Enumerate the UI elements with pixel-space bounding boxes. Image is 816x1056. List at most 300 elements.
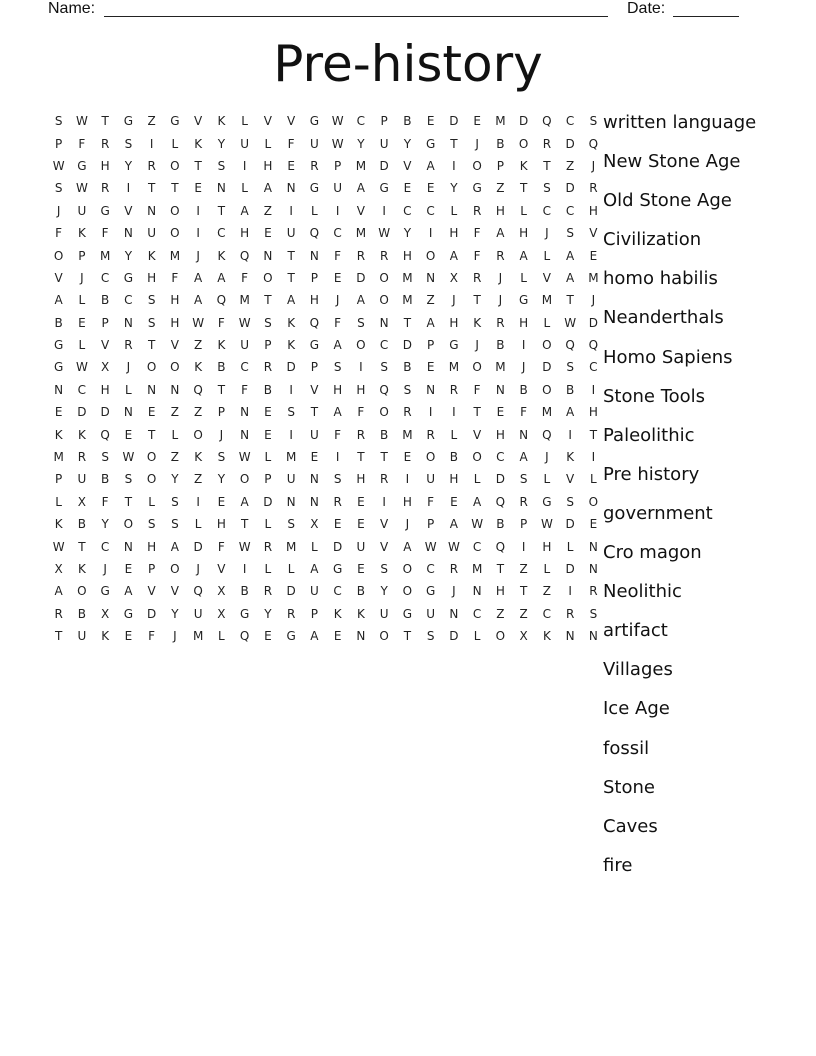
grid-letter: Q <box>100 427 110 442</box>
grid-letter: L <box>566 539 574 554</box>
grid-letter: B <box>496 136 505 151</box>
grid-letter: H <box>588 405 598 420</box>
grid-letter: G <box>472 181 482 196</box>
grid-letter: R <box>426 427 435 442</box>
grid-letter: J <box>545 450 549 465</box>
grid-letter: H <box>588 203 598 218</box>
grid-letter: Y <box>380 584 388 599</box>
grid-letter: D <box>565 181 575 196</box>
grid-letter: A <box>449 517 458 532</box>
grid-letter: N <box>54 382 64 397</box>
grid-letter: N <box>309 248 319 263</box>
grid-letter: B <box>496 517 505 532</box>
grid-letter: T <box>217 382 226 397</box>
word-list-item: written language <box>603 112 757 133</box>
grid-letter: Z <box>519 606 528 621</box>
grid-letter: L <box>171 136 179 151</box>
grid-letter: O <box>379 293 389 308</box>
grid-letter: I <box>242 158 247 173</box>
grid-row <box>47 603 605 625</box>
grid-letter: V <box>473 427 482 442</box>
grid-letter: E <box>124 427 133 442</box>
grid-letter: O <box>263 270 273 285</box>
grid-letter: G <box>379 181 389 196</box>
grid-letter: J <box>126 360 131 375</box>
grid-letter: P <box>520 517 528 532</box>
grid-letter: M <box>541 405 553 420</box>
grid-letter: G <box>425 584 436 599</box>
grid-letter: E <box>264 405 272 420</box>
grid-letter: N <box>379 315 389 330</box>
grid-letter: I <box>405 472 410 487</box>
grid-letter: K <box>287 338 296 353</box>
grid-letter: D <box>147 606 157 621</box>
grid-letter: S <box>287 405 295 420</box>
grid-letter: H <box>542 539 552 554</box>
grid-letter: D <box>565 517 575 532</box>
grid-letter: H <box>449 226 459 241</box>
grid-letter: Y <box>124 248 133 263</box>
grid-letter: Q <box>309 315 320 330</box>
grid-letter: Q <box>588 136 599 151</box>
grid-letter: A <box>473 494 482 509</box>
word-list-item: Neolithic <box>603 581 682 603</box>
grid-letter: T <box>124 494 133 509</box>
grid-letter: C <box>496 450 505 465</box>
grid-letter: A <box>194 293 203 308</box>
grid-letter: X <box>77 494 86 509</box>
grid-letter: F <box>217 315 225 330</box>
grid-letter: S <box>589 114 598 129</box>
grid-letter: P <box>380 114 388 129</box>
grid-letter: D <box>495 472 505 487</box>
grid-letter: X <box>519 629 528 644</box>
grid-letter: B <box>101 472 110 487</box>
grid-row <box>47 423 605 445</box>
grid-letter: F <box>101 494 109 509</box>
grid-letter: R <box>403 405 412 420</box>
grid-letter: Y <box>264 606 272 621</box>
grid-row <box>47 379 605 401</box>
grid-letter: J <box>545 226 549 241</box>
grid-letter: E <box>450 494 458 509</box>
grid-letter: S <box>171 517 179 532</box>
grid-letter: A <box>240 494 249 509</box>
grid-letter: P <box>334 158 342 173</box>
grid-letter: V <box>217 562 226 576</box>
grid-letter: G <box>425 136 436 151</box>
grid-letter: A <box>194 270 203 285</box>
grid-letter: I <box>335 450 340 465</box>
grid-letter: A <box>310 629 319 644</box>
grid-letter: O <box>379 629 389 644</box>
grid-letter: I <box>591 382 596 397</box>
grid-letter: D <box>449 114 459 129</box>
grid-letter: M <box>588 270 599 285</box>
grid-letter: F <box>241 270 249 285</box>
grid-letter: E <box>426 181 435 196</box>
grid-letter: R <box>565 606 575 621</box>
grid-letter: R <box>449 562 459 576</box>
grid-letter: J <box>335 293 340 308</box>
grid-letter: F <box>101 226 109 241</box>
grid-letter: J <box>80 270 84 285</box>
grid-letter: W <box>75 114 88 129</box>
grid-letter: G <box>239 606 250 621</box>
grid-letter: Z <box>194 405 203 420</box>
grid-letter: N <box>472 584 482 599</box>
grid-letter: T <box>357 450 365 465</box>
grid-letter: L <box>55 494 62 509</box>
grid-letter: I <box>335 203 340 218</box>
grid-letter: H <box>216 517 226 532</box>
grid-letter: D <box>193 539 203 554</box>
grid-letter: N <box>147 203 157 218</box>
grid-letter: A <box>566 248 575 263</box>
grid-letter: G <box>100 584 110 599</box>
grid-letter: O <box>518 136 529 151</box>
grid-letter: L <box>311 539 318 554</box>
grid-letter: M <box>471 562 483 576</box>
grid-letter: P <box>427 517 435 532</box>
grid-letter: M <box>355 226 367 241</box>
grid-letter: U <box>426 472 436 487</box>
grid-letter: H <box>147 539 157 554</box>
grid-letter: S <box>217 450 226 465</box>
grid-letter: N <box>565 629 575 644</box>
grid-letter: I <box>126 181 131 196</box>
grid-letter: M <box>402 270 413 285</box>
grid-letter: J <box>405 517 410 532</box>
grid-letter: A <box>310 562 319 576</box>
grid-letter: L <box>473 472 481 487</box>
grid-letter: T <box>403 315 412 330</box>
grid-letter: B <box>356 584 365 599</box>
grid-letter: K <box>194 450 203 465</box>
grid-letter: O <box>379 270 389 285</box>
grid-letter: G <box>449 338 459 353</box>
grid-letter: S <box>124 136 133 151</box>
grid-letter: U <box>240 136 250 151</box>
grid-letter: S <box>264 315 272 330</box>
grid-letter: H <box>402 248 412 263</box>
grid-letter: K <box>147 248 156 263</box>
grid-letter: Q <box>239 629 250 644</box>
grid-letter: N <box>309 472 319 487</box>
grid-letter: G <box>53 338 64 353</box>
grid-letter: L <box>450 427 458 442</box>
grid-letter: S <box>54 114 63 129</box>
grid-letter: T <box>194 158 202 173</box>
grid-letter: R <box>589 584 598 599</box>
grid-row <box>47 356 605 378</box>
grid-letter: E <box>124 562 133 576</box>
grid-letter: H <box>100 382 110 397</box>
grid-letter: H <box>402 494 412 509</box>
grid-letter: U <box>77 203 87 218</box>
grid-letter: R <box>310 158 319 173</box>
grid-letter: W <box>424 539 437 554</box>
grid-letter: S <box>217 158 226 173</box>
grid-letter: T <box>78 539 86 554</box>
grid-letter: H <box>263 158 273 173</box>
grid-letter: P <box>310 270 318 285</box>
grid-letter: A <box>287 293 296 308</box>
grid-letter: G <box>286 629 296 644</box>
grid-letter: V <box>403 158 412 173</box>
grid-letter: D <box>286 584 296 599</box>
grid-letter: E <box>217 494 226 509</box>
grid-letter: G <box>53 360 64 375</box>
grid-letter: P <box>55 136 63 151</box>
grid-letter: X <box>217 584 226 599</box>
grid-letter: J <box>56 203 61 218</box>
grid-letter: H <box>356 472 366 487</box>
grid-letter: E <box>333 629 342 644</box>
grid-letter: S <box>54 181 63 196</box>
grid-letter: G <box>77 158 87 173</box>
grid-letter: D <box>286 360 296 375</box>
grid-letter: T <box>287 248 295 263</box>
grid-letter: L <box>311 203 318 218</box>
grid-letter: A <box>240 203 249 218</box>
grid-letter: T <box>566 293 574 308</box>
grid-letter: H <box>519 226 529 241</box>
grid-letter: S <box>403 382 412 397</box>
grid-letter: I <box>568 427 572 442</box>
grid-letter: Y <box>403 136 412 151</box>
grid-letter: N <box>426 270 436 285</box>
grid-letter: R <box>147 158 156 173</box>
grid-letter: O <box>402 584 413 599</box>
grid-letter: K <box>217 114 226 129</box>
grid-letter: Y <box>171 606 179 621</box>
grid-letter: H <box>240 226 250 241</box>
grid-letter: G <box>542 494 552 509</box>
grid-letter: K <box>54 427 63 442</box>
grid-letter: J <box>591 158 596 173</box>
grid-letter: K <box>217 248 226 263</box>
grid-letter: L <box>264 136 272 151</box>
grid-letter: C <box>403 203 412 218</box>
grid-letter: G <box>123 114 134 129</box>
grid-letter: V <box>54 270 63 285</box>
grid-letter: I <box>196 226 200 241</box>
grid-letter: Z <box>519 562 528 576</box>
grid-letter: D <box>588 315 598 330</box>
grid-letter: E <box>333 517 342 532</box>
grid-letter: S <box>566 494 574 509</box>
grid-letter: P <box>264 338 272 353</box>
grid-letter: L <box>78 338 86 353</box>
grid-letter: E <box>357 494 365 509</box>
grid-letter: O <box>472 360 482 375</box>
grid-letter: V <box>101 338 110 353</box>
grid-letter: R <box>379 248 389 263</box>
grid-letter: I <box>382 203 386 218</box>
grid-letter: D <box>565 136 575 151</box>
grid-letter: A <box>263 181 272 196</box>
grid-letter: N <box>495 382 505 397</box>
grid-letter: K <box>194 136 203 151</box>
grid-letter: C <box>124 293 133 308</box>
grid-letter: J <box>475 136 479 151</box>
name-label: Name: <box>48 0 96 17</box>
grid-letter: E <box>287 158 295 173</box>
grid-letter: T <box>264 293 272 308</box>
grid-letter: M <box>239 293 250 308</box>
word-list-item: Old Stone Age <box>603 190 732 212</box>
grid-letter: Z <box>566 158 575 173</box>
grid-letter: T <box>450 136 458 151</box>
grid-letter: E <box>264 427 272 442</box>
grid-letter: C <box>426 203 435 218</box>
grid-letter: R <box>77 450 87 465</box>
word-list-item: Stone <box>603 776 655 798</box>
grid-letter: B <box>54 315 63 330</box>
word-list-item: Cro magon <box>603 542 702 564</box>
grid-letter: D <box>379 158 389 173</box>
grid-letter: R <box>356 248 366 263</box>
grid-letter: K <box>77 427 86 442</box>
grid-letter: B <box>403 360 412 375</box>
grid-letter: Z <box>194 338 203 353</box>
grid-letter: O <box>170 203 180 218</box>
grid-letter: W <box>52 539 65 554</box>
grid-letter: E <box>78 315 86 330</box>
grid-letter: M <box>495 360 506 375</box>
grid-letter: R <box>263 584 273 599</box>
grid-letter: T <box>519 584 528 599</box>
grid-letter: N <box>123 226 133 241</box>
grid-letter: I <box>428 405 433 420</box>
grid-letter: N <box>286 181 296 196</box>
grid-letter: T <box>171 181 179 196</box>
grid-letter: G <box>402 606 413 621</box>
grid-letter: M <box>169 248 181 263</box>
grid-letter: A <box>426 315 435 330</box>
grid-letter: S <box>380 360 388 375</box>
grid-letter: C <box>379 338 389 353</box>
grid-letter: V <box>380 539 389 554</box>
grid-letter: Z <box>542 584 551 599</box>
grid-letter: A <box>124 584 133 599</box>
grid-letter: A <box>333 338 342 353</box>
grid-letter: H <box>170 315 180 330</box>
grid-letter: T <box>403 629 412 644</box>
grid-letter: S <box>357 315 365 330</box>
grid-letter: N <box>309 494 319 509</box>
grid-letter: P <box>148 562 156 576</box>
grid-row <box>47 289 605 311</box>
grid-letter: L <box>241 181 248 196</box>
grid-letter: G <box>309 181 320 196</box>
grid-letter: Q <box>588 338 599 353</box>
grid-letter: Q <box>542 114 552 129</box>
grid-letter: W <box>331 114 344 129</box>
grid-letter: O <box>472 158 482 173</box>
grid-letter: A <box>403 539 412 554</box>
grid-letter: L <box>264 450 272 465</box>
grid-letter: E <box>194 181 202 196</box>
grid-letter: S <box>124 472 133 487</box>
grid-letter: W <box>564 315 577 330</box>
grid-row <box>47 558 605 580</box>
grid-letter: R <box>379 472 389 487</box>
grid-letter: B <box>403 114 412 129</box>
grid-letter: X <box>101 360 110 375</box>
grid-letter: C <box>589 360 598 375</box>
grid-letter: S <box>333 472 342 487</box>
grid-letter: H <box>449 472 459 487</box>
grid-letter: O <box>495 629 506 644</box>
grid-letter: E <box>403 181 412 196</box>
grid-letter: A <box>333 405 342 420</box>
word-list-item: Civilization <box>603 229 702 251</box>
grid-letter: J <box>452 584 456 599</box>
grid-letter: B <box>101 293 110 308</box>
grid-letter: G <box>309 114 320 129</box>
grid-letter: C <box>217 226 226 241</box>
grid-letter: D <box>402 338 412 353</box>
grid-letter: I <box>196 494 200 509</box>
grid-letter: K <box>217 338 226 353</box>
grid-row <box>47 491 605 513</box>
grid-letter: U <box>426 606 436 621</box>
grid-letter: J <box>196 248 200 263</box>
grid-letter: I <box>521 539 526 554</box>
grid-letter: N <box>426 382 436 397</box>
grid-letter: W <box>238 315 251 330</box>
grid-row <box>47 334 605 356</box>
grid-letter: K <box>54 517 63 532</box>
grid-letter: O <box>146 450 157 465</box>
grid-letter: W <box>378 226 391 241</box>
grid-letter: S <box>101 450 109 465</box>
grid-letter: F <box>55 226 63 241</box>
grid-letter: D <box>77 405 87 420</box>
grid-letter: J <box>173 629 177 644</box>
grid-letter: O <box>425 450 436 465</box>
grid-letter: L <box>171 427 179 442</box>
grid-letter: E <box>54 405 63 420</box>
grid-letter: Z <box>170 405 179 420</box>
grid-letter: I <box>149 136 154 151</box>
grid-letter: K <box>77 226 86 241</box>
grid-letter: H <box>519 315 529 330</box>
grid-letter: P <box>427 338 435 353</box>
grid-letter: L <box>520 270 527 285</box>
grid-letter: T <box>147 181 156 196</box>
grid-letter: M <box>285 450 297 465</box>
grid-letter: C <box>426 562 435 576</box>
grid-letter: F <box>473 248 481 263</box>
grid-letter: R <box>54 606 63 621</box>
word-list <box>603 110 808 892</box>
grid-letter: O <box>402 562 413 576</box>
grid-letter: M <box>402 293 413 308</box>
grid-letter: B <box>449 450 458 465</box>
grid-letter: V <box>566 472 575 487</box>
grid-letter: C <box>77 382 87 397</box>
grid-letter: P <box>78 248 86 263</box>
grid-letter: R <box>356 427 366 442</box>
grid-letter: I <box>196 203 200 218</box>
grid-letter: R <box>496 315 505 330</box>
grid-letter: E <box>589 517 598 532</box>
grid-letter: E <box>473 114 481 129</box>
grid-letter: Z <box>194 472 203 487</box>
